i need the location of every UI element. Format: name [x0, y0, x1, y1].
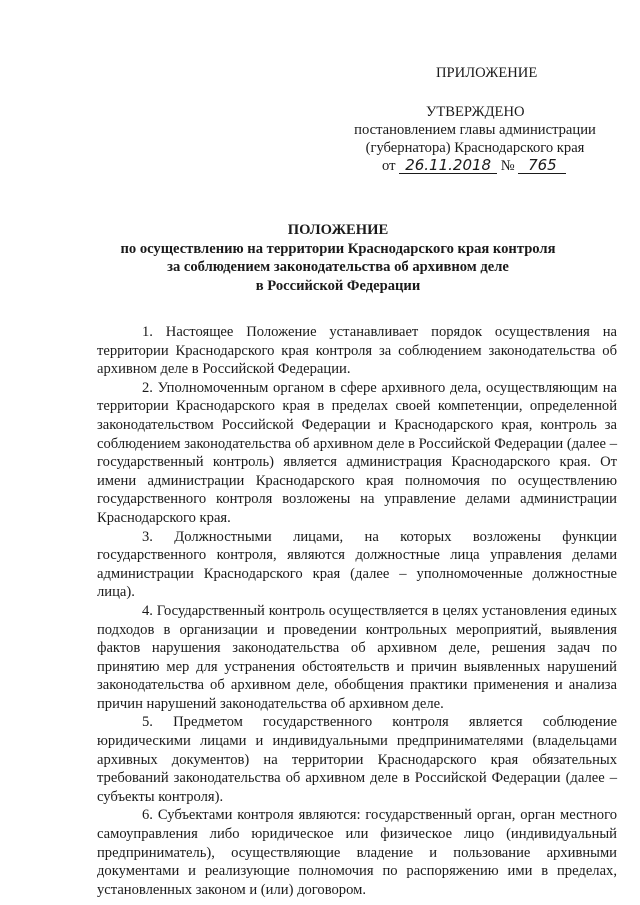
title-main: ПОЛОЖЕНИЕ — [287, 222, 389, 238]
approval-line-1: постановлением главы администрации — [354, 122, 596, 138]
approval-line-2: (губернатора) Краснодарского края — [365, 140, 585, 156]
approval-stamp-block — [330, 64, 620, 175]
handwritten-date: 26.11.2018 — [399, 157, 497, 174]
paragraph-1: 1. Настоящее Положение устанавливает порядок осуществления на территории Краснодарского края контроля за соблюдением законодательства об архивном деле в Российской Федерации. — [97, 324, 617, 378]
from-label: от — [382, 158, 396, 174]
document-title — [60, 221, 616, 295]
paragraph-3: 3. Должностными лицами, на которых возложены функции государственного контроля, являются должностные лица управления делами администрации Краснодарского края (далее – уполномоченные должностные лица). — [97, 528, 617, 601]
title-subtitle-line-2: за соблюдением законодательства об архивном деле — [167, 259, 509, 275]
title-subtitle-line-3: в Российской Федерации — [255, 277, 421, 294]
approval-date-number-line — [330, 158, 566, 174]
approved-label: УТВЕРЖДЕНО — [426, 104, 525, 120]
number-label: № — [500, 158, 515, 174]
handwritten-number: 765 — [518, 157, 566, 174]
title-subtitle-line-1: по осуществлению на территории Краснодарского края контроля — [120, 240, 556, 257]
paragraph-6: 6. Субъектами контроля являются: государственный орган, орган местного самоуправления либо юридическое или физическое лицо (индивидуальный предприниматель), осуществляющие владение и пользование архивными документами и реализующие полномочия по распоряжению ими в пределах, установленных законом и (или) договором. — [97, 807, 617, 898]
document-body — [97, 323, 617, 899]
paragraph-4: 4. Государственный контроль осуществляется в целях установления единых подходов в организации и проведении контрольных мероприятий, выявления фактов нарушения законодательства об архивном деле, решения задач по принятию мер для устранения обстоятельств и причин выявленных нарушений законодательства об архивном деле, обобщения практики применения и анализа причин нарушений законодательства об архивном деле. — [97, 602, 617, 712]
appendix-label: ПРИЛОЖЕНИЕ — [436, 65, 538, 81]
paragraph-2: 2. Уполномоченным органом в сфере архивного дела, осуществляющим на территории Краснодарского края в пределах своей компетенции, определенной законодательством Российской Федерации и Краснодарского края, контроль за соблюдением законодательства об архивном деле в Российской Федерации (далее – государственный контроль) является администрация Краснодарского края. От имени администрации Краснодарского края полномочия по осуществлению государственного контроля возложены на управление делами администрации Краснодарского края. — [97, 379, 617, 526]
paragraph-5: 5. Предметом государственного контроля является соблюдение юридическими лицами и индивидуальными предпринимателями (владельцами архивных документов) на территории Краснодарского края обязательных требований законодательства об архивном деле в Российской Федерации (далее – субъекты контроля). — [97, 714, 617, 805]
